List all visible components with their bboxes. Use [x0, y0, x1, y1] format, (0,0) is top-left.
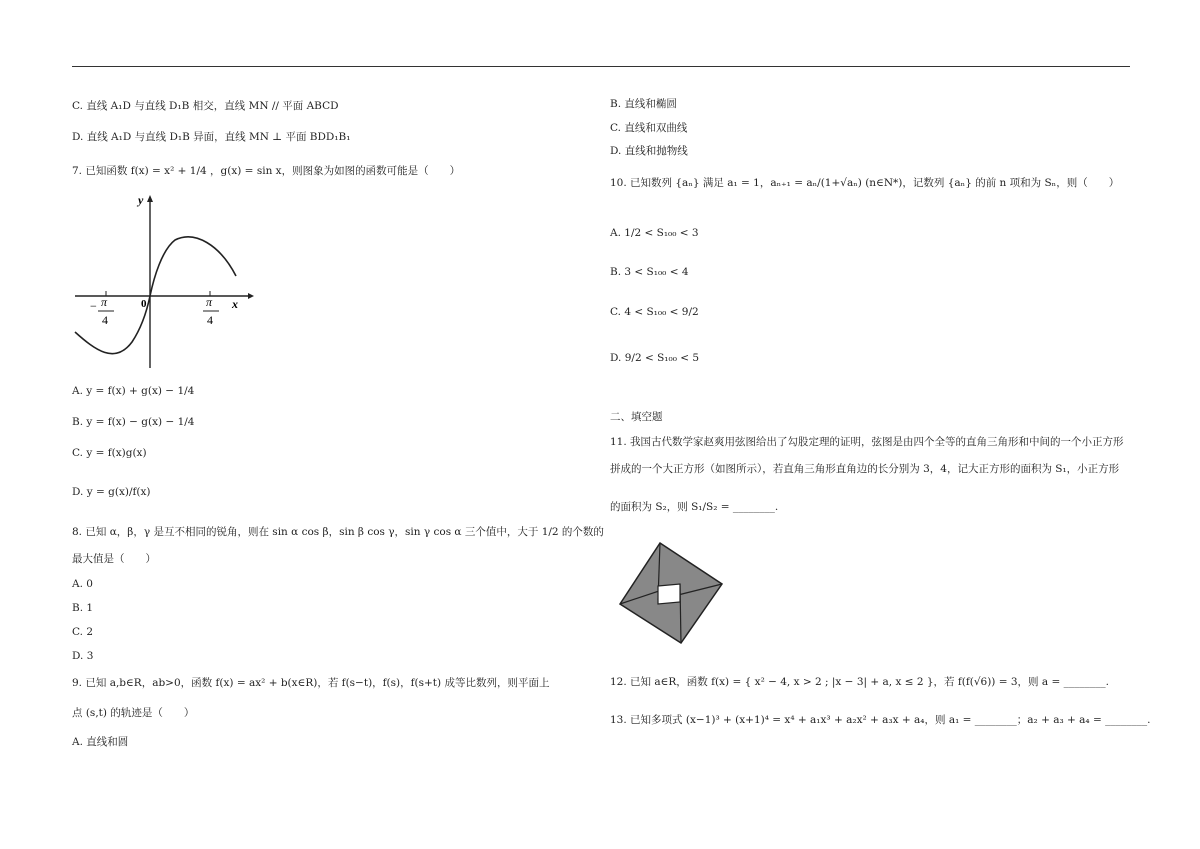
section-title-fill-in: 二、填空题 — [610, 411, 663, 423]
q9-option-b: B. 直线和椭圆 — [610, 98, 677, 110]
q8-option-d: D. 3 — [72, 650, 94, 662]
q10-stem: 10. 已知数列 {aₙ} 满足 a₁ = 1，aₙ₊₁ = aₙ/(1+√aₙ) (n∈N*)，记数列 {aₙ} 的前 n 项和为 Sₙ，则（ ） — [610, 177, 1120, 189]
q10-option-d: D. 9/2 < S₁₀₀ < 5 — [610, 352, 700, 364]
q6-option-c: C. 直线 A₁D 与直线 D₁B 相交，直线 MN // 平面 ABCD — [72, 100, 339, 112]
q9-option-c: C. 直线和双曲线 — [610, 122, 688, 134]
q10-option-c: C. 4 < S₁₀₀ < 9/2 — [610, 306, 699, 318]
q8-option-a: A. 0 — [72, 578, 93, 590]
q7-option-d: D. y = g(x)/f(x) — [72, 486, 151, 498]
graph-pos-tick: π — [206, 295, 213, 309]
q10-option-a: A. 1/2 < S₁₀₀ < 3 — [610, 227, 699, 239]
q9-option-a: A. 直线和圆 — [72, 736, 129, 748]
q10-option-b: B. 3 < S₁₀₀ < 4 — [610, 266, 689, 278]
svg-text:π: π — [101, 295, 108, 309]
q7-stem: 7. 已知函数 f(x) = x² + 1/4 ，g(x) = sin x，则图象为如图的函数可能是（ ） — [72, 165, 461, 177]
q11-stem-line3: 的面积为 S₂，则 S₁/S₂ = ________. — [610, 501, 779, 513]
q8-stem-line1: 8. 已知 α，β，γ 是互不相同的锐角，则在 sin α cos β，sin β cos γ，sin γ cos α 三个值中，大于 1/2 的个数的 — [72, 526, 604, 538]
q9-option-d: D. 直线和抛物线 — [610, 145, 688, 157]
graph-x-label: x — [232, 297, 238, 311]
graph-y-label: y — [138, 193, 144, 207]
q7-option-a: A. y = f(x) + g(x) − 1/4 — [72, 385, 195, 397]
q11-stem-line2: 拼成的一个大正方形（如图所示），若直角三角形直角边的长分别为 3，4，记大正方形的面积为 S₁，小正方形 — [610, 463, 1120, 475]
q11-stem-line1: 11. 我国古代数学家赵爽用弦图给出了勾股定理的证明，弦图是由四个全等的直角三角形和中间的一个小正方形 — [610, 436, 1124, 448]
q6-option-d: D. 直线 A₁D 与直线 D₁B 异面，直线 MN ⊥ 平面 BDD₁B₁ — [72, 131, 351, 143]
q12-stem: 12. 已知 a∈R，函数 f(x) = { x² − 4, x > 2 ; |x − 3| + a, x ≤ 2 }，若 f(f(√6)) = 3，则 a = ________. — [610, 676, 1109, 688]
q8-stem-line2: 最大值是（ ） — [72, 553, 156, 565]
q9-stem-line1: 9. 已知 a,b∈R，ab>0，函数 f(x) = ax² + b(x∈R)，若 f(s−t)，f(s)，f(s+t) 成等比数列，则平面上 — [72, 677, 550, 689]
q7-option-c: C. y = f(x)g(x) — [72, 447, 147, 459]
zhao-shuang-string-diagram — [618, 540, 728, 645]
q8-option-b: B. 1 — [72, 602, 94, 614]
q7-option-b: B. y = f(x) − g(x) − 1/4 — [72, 416, 195, 428]
svg-text:4: 4 — [102, 313, 108, 327]
q13-stem: 13. 已知多项式 (x−1)³ + (x+1)⁴ = x⁴ + a₁x³ + a₂x² + a₃x + a₄，则 a₁ = ________；a₂ + a₃ + a₄ = ________. — [610, 714, 1151, 726]
function-graph — [70, 190, 255, 375]
header-rule — [72, 66, 1130, 67]
svg-text:4: 4 — [207, 313, 213, 327]
q8-option-c: C. 2 — [72, 626, 94, 638]
q9-stem-line2: 点 (s,t) 的轨迹是（ ） — [72, 707, 195, 719]
graph-neg-tick: − — [90, 299, 97, 313]
graph-origin: 0 — [141, 298, 147, 310]
